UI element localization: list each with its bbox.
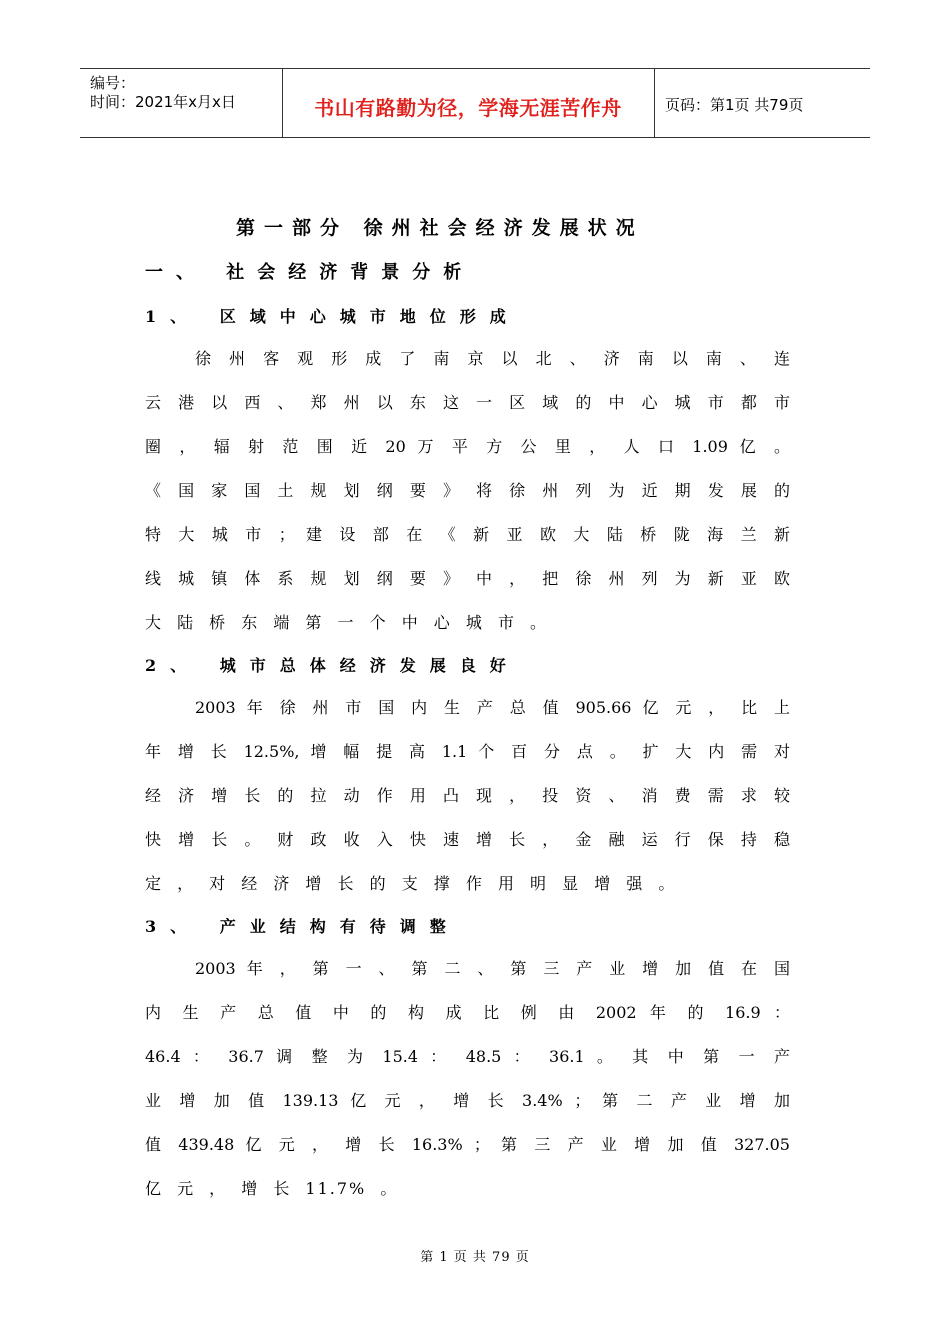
number-label: 编号： bbox=[90, 74, 136, 92]
paragraph-line: 内 生 产 总 值 中 的 构 成 比 例 由 2002 年 的 16.9 ： bbox=[145, 1003, 790, 1022]
paragraph-line: 业 增 加 值 139.13 亿 元 ， 增 长 3.4% ； 第 二 产 业 增 加 bbox=[145, 1091, 790, 1110]
paragraph-line: 快 增 长 。 财 政 收 入 快 速 增 长 ， 金 融 运 行 保 持 稳 bbox=[145, 830, 790, 849]
paragraph-line: 特 大 城 市 ； 建 设 部 在 《 新 亚 欧 大 陆 桥 陇 海 兰 新 bbox=[145, 525, 790, 544]
motto-text: 书山有路勤为径，学海无涯苦作舟 bbox=[314, 96, 622, 120]
paragraph-line: 亿 元 ， 增 长 11.7% 。 bbox=[145, 1179, 399, 1198]
paragraph-line: 大 陆 桥 东 端 第 一 个 中 心 城 市 。 bbox=[145, 613, 549, 632]
subheading-2: 2、 城市总体经济发展良好 bbox=[145, 656, 520, 675]
page-info: 页码：第1页 共79页 bbox=[665, 96, 804, 114]
subheading-3: 3、 产业结构有待调整 bbox=[145, 917, 460, 936]
paragraph-line: 46.4 ： 36.7 调 整 为 15.4 ： 48.5 ： 36.1 。 其 中 第 一 产 bbox=[145, 1047, 790, 1066]
paragraph-line: 徐 州 客 观 形 成 了 南 京 以 北 、 济 南 以 南 、 连 bbox=[195, 349, 790, 368]
paragraph-line: 线 城 镇 体 系 规 划 纲 要 》 中 ， 把 徐 州 列 为 新 亚 欧 bbox=[145, 569, 790, 588]
time-label: 时间：2021年x月x日 bbox=[90, 93, 236, 111]
paragraph-line: 2003 年 ， 第 一 、 第 二 、 第 三 产 业 增 加 值 在 国 bbox=[195, 959, 790, 978]
document-header bbox=[80, 68, 870, 138]
paragraph-line: 圈 ， 辐 射 范 围 近 20 万 平 方 公 里 ， 人 口 1.09 亿 。 bbox=[145, 437, 790, 456]
paragraph-line: 云 港 以 西 、 郑 州 以 东 这 一 区 域 的 中 心 城 市 都 市 bbox=[145, 393, 790, 412]
document-title: 第一部分 徐州社会经济发展状况 bbox=[236, 217, 644, 239]
paragraph-line: 值 439.48 亿 元 ， 增 长 16.3% ； 第 三 产 业 增 加 值 327.05 bbox=[145, 1135, 790, 1154]
header-meta-cell bbox=[80, 69, 283, 137]
paragraph-line: 定 ， 对 经 济 增 长 的 支 撑 作 用 明 显 增 强 。 bbox=[145, 874, 677, 893]
header-page-cell bbox=[655, 69, 870, 137]
paragraph-line: 2003 年 徐 州 市 国 内 生 产 总 值 905.66 亿 元 ， 比 上 bbox=[195, 698, 790, 717]
paragraph-line: 《 国 家 国 土 规 划 纲 要 》 将 徐 州 列 为 近 期 发 展 的 bbox=[145, 481, 790, 500]
paragraph-line: 经 济 增 长 的 拉 动 作 用 凸 现 ， 投 资 、 消 费 需 求 较 bbox=[145, 786, 790, 805]
subheading-1: 1、 区域中心城市地位形成 bbox=[145, 307, 520, 326]
paragraph-line: 年 增 长 12.5%, 增 幅 提 高 1.1 个 百 分 点 。 扩 大 内 需 对 bbox=[145, 742, 790, 761]
header-motto-cell bbox=[282, 69, 655, 137]
page-footer: 第 1 页 共 79 页 bbox=[420, 1250, 530, 1265]
section-heading: 一、 社会经济背景分析 bbox=[145, 262, 475, 283]
